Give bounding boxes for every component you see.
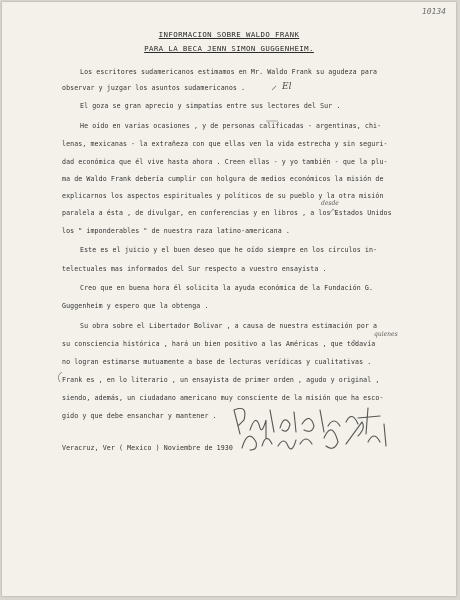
body-line-6: dad económica que él vive hasta ahora . Creen ellas - y yo también - que la plu- xyxy=(62,158,388,166)
body-line-5: lenas, mexicanas - la extrañeza con que ellas ven la vida estrecha y sin seguri- xyxy=(62,140,388,148)
body-line-19: siendo, además, un ciudadano americano muy consciente de la misión que ha esco- xyxy=(62,394,384,402)
body-line-14: Guggenheim y espero que la obtenga . xyxy=(62,302,209,310)
handwritten-note-quienes: quienes xyxy=(374,331,398,338)
body-line-15: Su obra sobre el Libertador Bolivar , a causa de nuestra estimación por a xyxy=(80,322,378,330)
body-line-18: Frank es , en lo literario , un ensayista de primer orden , agudo y original , xyxy=(62,376,380,384)
body-line-2: observar y juzgar los asuntos sudamericanos . xyxy=(62,84,246,92)
body-line-4: He oído en varias ocasiones , y de personas calificadas - argentinas, chi- xyxy=(80,122,382,130)
archive-reference-number: 10134 xyxy=(421,7,446,16)
letter-page xyxy=(2,2,456,596)
body-line-10: los " imponderables " de nuestra raza latino-americana . xyxy=(62,227,290,235)
place-and-date: Veracruz, Ver ( Mexico ) Noviembre de 1930 xyxy=(62,444,233,452)
handwritten-note-desde: desde xyxy=(321,200,339,207)
body-line-11: Este es el juicio y el buen deseo que he oído siempre en los círculos in- xyxy=(80,246,378,254)
body-line-20: gido y que debe ensanchar y mantener . xyxy=(62,412,217,420)
body-line-13: Creo que en buena hora él solicita la ayuda económica de la Fundación G. xyxy=(80,284,374,292)
handwritten-edit-marks xyxy=(2,2,456,596)
body-line-7: ma de Waldo Frank debería cumplir con holgura de medios económicos la misión de xyxy=(62,175,384,183)
document-subtitle: PARA LA BECA JENN SIMON GUGGENHEIM. xyxy=(144,44,314,53)
handwritten-signature xyxy=(228,400,398,454)
handwritten-note-el: El xyxy=(282,82,292,92)
document-title: INFORMACION SOBRE WALDO FRANK xyxy=(158,30,300,39)
body-line-1: Los escritores sudamericanos estimamos en Mr. Waldo Frank su agudeza para xyxy=(80,68,378,76)
body-line-3: El goza se gran aprecio y simpatías entre sus lectores del Sur . xyxy=(80,102,341,110)
body-line-12: telectuales mas informados del Sur respecto a vuestro ensayista . xyxy=(62,265,327,273)
body-line-8: explicarnos los aspectos espirituales y políticos de su pueblo y la otra misión xyxy=(62,192,384,200)
body-line-9: paralela a ésta , de divulgar, en conferencias y en libros , a los Estados Unidos xyxy=(62,209,392,217)
body-line-17: no logran estimarse mutuamente a base de lecturas verídicas y cualitativas . xyxy=(62,358,372,366)
body-line-16: su consciencia histórica , hará un bien positivo a las Américas , que todavía xyxy=(62,340,376,348)
